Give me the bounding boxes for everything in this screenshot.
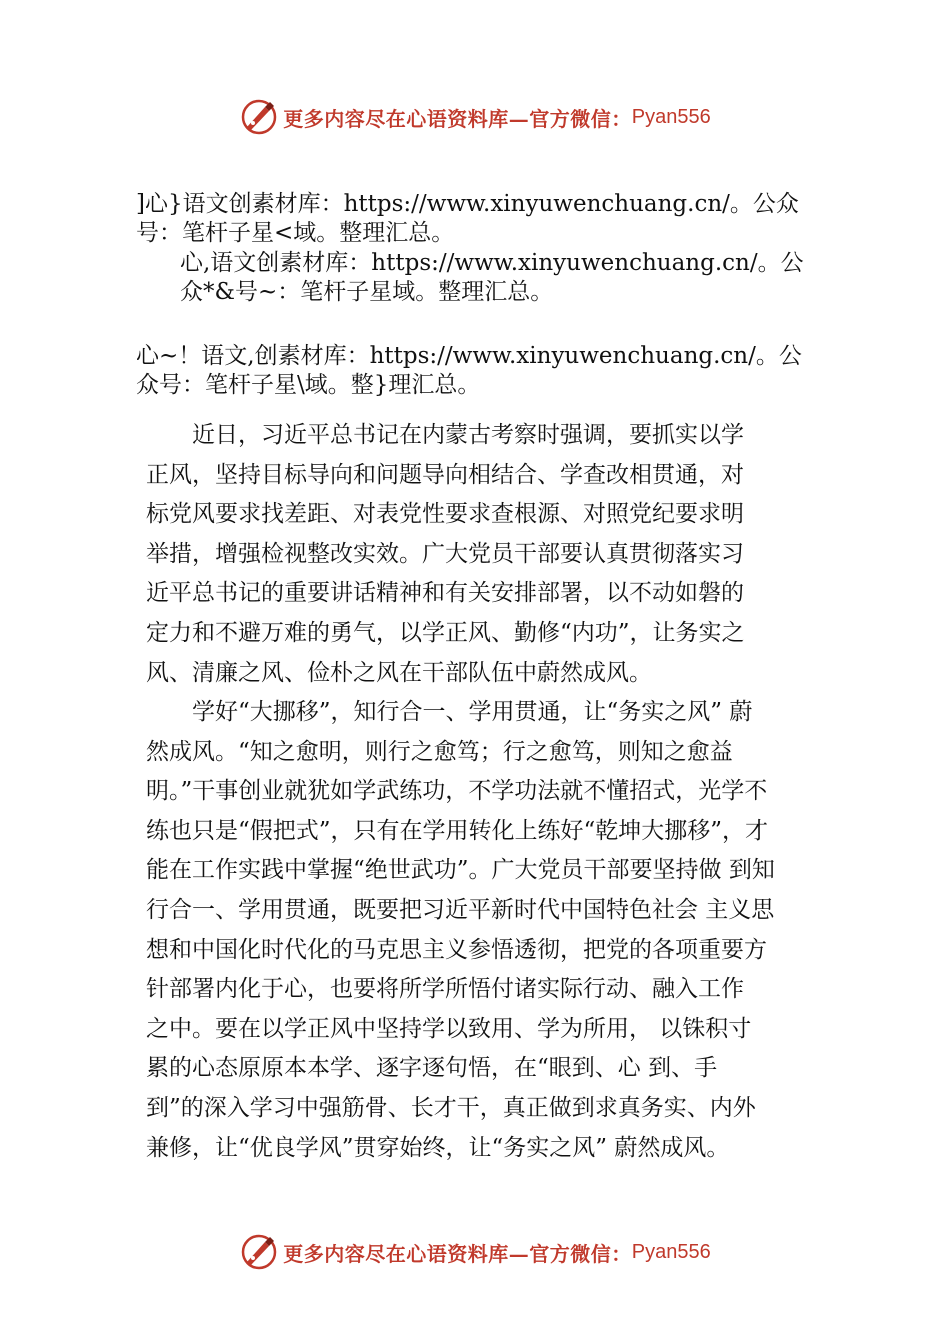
watermark-line: 号：笔杆子星<域。整理汇总。 xyxy=(136,220,455,246)
paragraph-line: 兼修，让“优良学风”贯穿始终，让“务实之风” 蔚然成风。 xyxy=(146,1134,730,1161)
banner-account: Pyan556 xyxy=(631,105,711,128)
banner-text: 更多内容尽在心语资料库—官方微信： xyxy=(283,106,632,131)
watermark-line: 众号：笔杆子星\域。整}理汇总。 xyxy=(136,372,481,398)
banner-text: 更多内容尽在心语资料库—官方微信： xyxy=(283,1241,632,1266)
watermark-line: ]心}语文创素材库：https://www.xinyuwenchuang.cn/。公众 xyxy=(136,191,799,217)
watermark-block xyxy=(136,190,799,248)
paragraph-line: 学好“大挪移”，知行合一、学用贯通，让“务实之风” 蔚 xyxy=(146,699,753,725)
banner-account: Pyan556 xyxy=(631,1240,711,1263)
watermark-line: 心,语文创素材库：https://www.xinyuwenchuang.cn/。公 xyxy=(180,250,804,276)
paragraph-line: 正风，坚持目标导向和问题导向相结合、学查改相贯通，对 xyxy=(146,461,744,488)
pen-logo-icon xyxy=(239,97,279,137)
pen-logo-icon xyxy=(239,1232,279,1272)
paragraph-line: 练也只是“假把式”，只有在学用转化上练好“乾坤大挪移”，才 xyxy=(146,817,769,844)
paragraph-line: 想和中国化时代化的马克思主义参悟透彻，把党的各项重要方 xyxy=(146,936,767,963)
watermark-line: 心~！语文,创素材库：https://www.xinyuwenchuang.cn/。公 xyxy=(136,343,802,369)
paragraph-line: 举措，增强检视整改实效。广大党员干部要认真贯彻落实习 xyxy=(146,540,744,567)
paragraph-line: 针部署内化于心，也要将所学所悟付诸实际行动、融入工作 xyxy=(146,976,744,1003)
paragraph-line: 累的心态原原本本学、逐字逐句悟，在“眼到、心 到、手 xyxy=(146,1055,718,1082)
watermark-block xyxy=(180,249,804,307)
paragraph-line: 行合一、学用贯通，既要把习近平新时代中国特色社会 主义思 xyxy=(146,896,775,923)
paragraph-line: 明。”干事创业就犹如学武练功，不学功法就不懂招式，光学不 xyxy=(146,778,768,805)
paragraph-line: 能在工作实践中掌握“绝世武功”。广大党员干部要坚持做 到知 xyxy=(146,857,775,884)
watermark-block xyxy=(136,342,802,400)
paragraph-line: 近平总书记的重要讲话精神和有关安排部署，以不动如磐的 xyxy=(146,580,744,607)
paragraph-line: 到”的深入学习中强筋骨、长才干，真正做到求真务实、内外 xyxy=(146,1094,756,1121)
paragraph-line: 风、清廉之风、俭朴之风在干部队伍中蔚然成风。 xyxy=(146,659,652,686)
paragraph-line: 之中。要在以学正风中坚持学以致用、学为所用， 以铢积寸 xyxy=(146,1015,752,1042)
paragraph-line: 然成风。“知之愈明，则行之愈笃；行之愈笃，则知之愈益 xyxy=(146,738,733,765)
paragraph-line: 定力和不避万难的勇气，以学正风、勤修“内功”，让务实之 xyxy=(146,619,745,646)
paragraph-line: 标党风要求找差距、对表党性要求查根源、对照党纪要求明 xyxy=(146,501,744,528)
watermark-line: 众*&号~：笔杆子星域。整理汇总。 xyxy=(180,279,554,305)
header-banner xyxy=(0,92,950,142)
paragraph-line: 近日，习近平总书记在内蒙古考察时强调，要抓实以学 xyxy=(146,422,744,448)
body-paragraph xyxy=(146,693,866,1168)
body-paragraph xyxy=(146,416,866,693)
footer-banner xyxy=(0,1227,950,1277)
